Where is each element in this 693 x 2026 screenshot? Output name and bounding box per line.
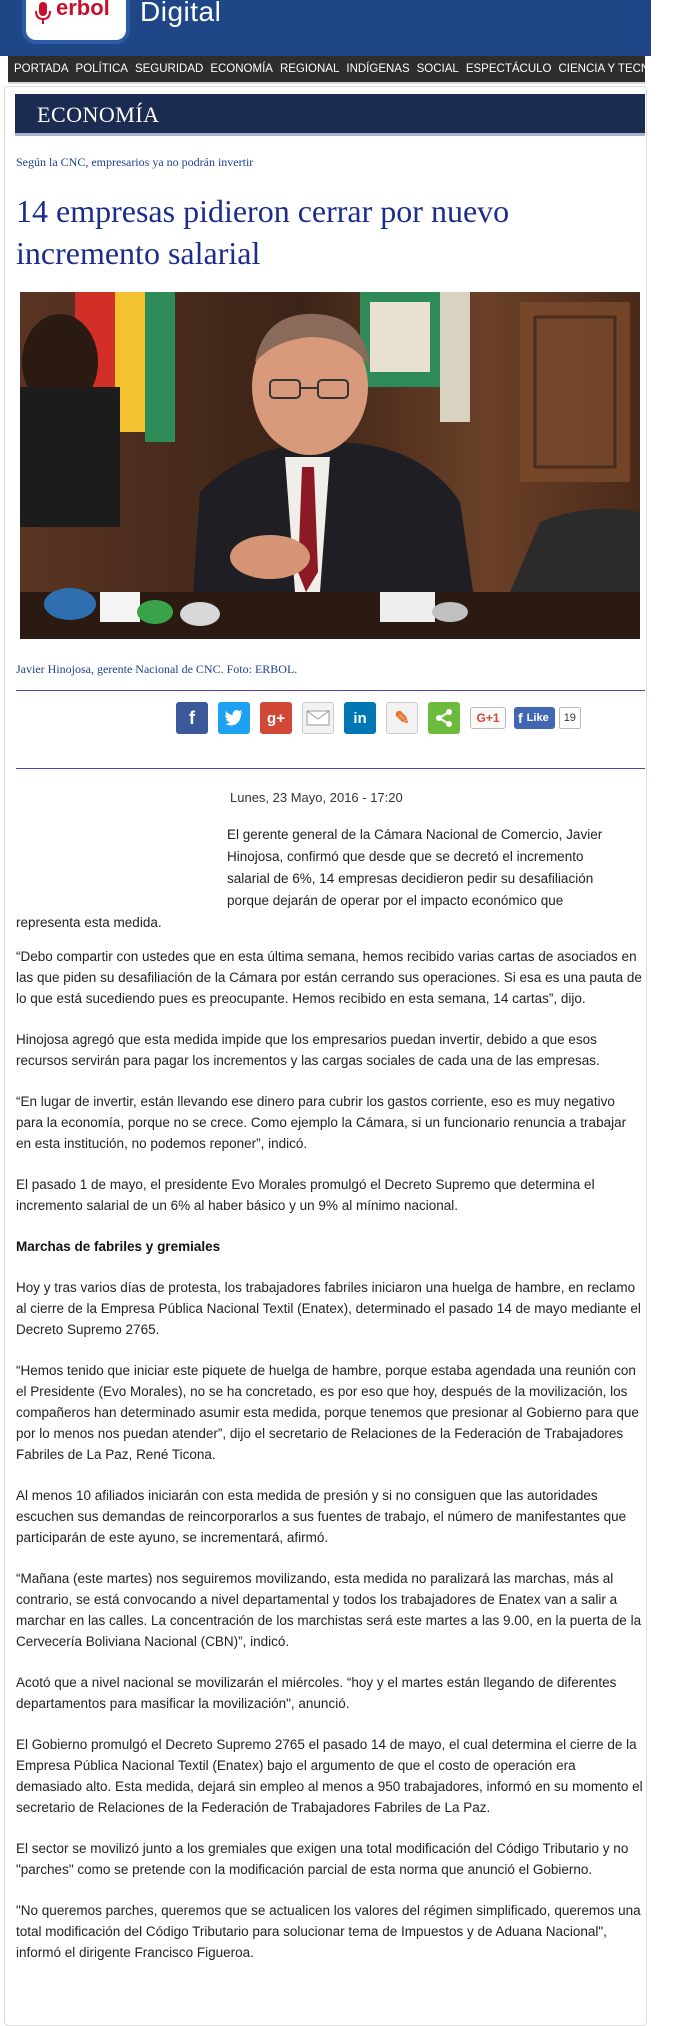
article-headline: 14 empresas pidieron cerrar por nuevo incremento salarial [16,193,510,271]
article-paragraph: “Hemos tenido que iniciar este piquete de huelga de hambre, porque estaba agendada una reunión con el Presidente (Evo Morales), no se ha concretado, es por eso que hoy, después de la movilización, los compañeros han determinado asumir esta medida, porque tenemos que presionar al Gobierno para que por lo menos nos puedan atender”, dijo el secretario de Relaciones de la Federación de Trabajadores Fabriles de La Paz, René Ticona. [16,1363,639,1462]
site-header [0,0,651,56]
gplus-one-button[interactable]: G+1 [470,707,506,729]
article-photo [20,292,640,639]
article-paragraph: El sector se movilizó junto a los gremiales que exigen una total modificación del Código Tributario y no "parches" como se pretende con la modificación parcial de esta norma que anunció el Gobierno. [16,1841,629,1877]
logo-subtitle: Digital [140,0,222,27]
article-paragraph: “En lugar de invertir, están llevando ese dinero para cubrir los gastos corriente, eso es muy negativo para la economía, porque no se crece. Como ejemplo la Cámara, si un funcionario renuncia a trabajar en esta institución, no podemos reponer”, indicó. [16,1094,627,1151]
lead-line: representa esta medida. [16,915,162,930]
article-body [16,946,644,1983]
article-paragraph: El Gobierno promulgó el Decreto Supremo 2765 el pasado 14 de mayo, el cual determina el cierre de la Empresa Pública Nacional Textil (Enatex) bajo el argumento de que el costo de operación era demasiado alto. Esta medida, dejará sin empleo al menos a 950 trabajadores, informó en su momento el secretario de Relaciones de la Federación de Trabajadores Fabriles de La Paz. [16,1737,643,1815]
nav-item-regional[interactable]: REGIONAL [279,63,340,75]
share-icon[interactable] [428,702,460,734]
like-count: 19 [559,707,581,729]
twitter-share-icon[interactable] [218,702,250,734]
nav-item-indigenas[interactable]: INDÍGENAS [346,63,410,75]
nav-item-politica[interactable]: POLÍTICA [75,63,128,75]
facebook-share-icon[interactable]: f [176,702,208,734]
article-paragraph: “Mañana (este martes) nos seguiremos movilizando, esta medida no paralizará las marchas, más al contrario, se está convocando a nivel departamental y todos los trabajadores de Enatex van a salir a marchar en las calles. La concentración de los marchistas será este martes a las 9.00, en la puerta de la Cervecería Boliviana Nacional (CBN)”, indicó. [16,1571,642,1649]
article-paragraph: Acotó que a nivel nacional se movilizarán el miércoles. “hoy y el martes están llegando de diferentes departamentos para masificar la movilización", anunció. [16,1675,617,1711]
section-title: ECONOMÍA [37,102,160,127]
lead-line: salarial de 6%, 14 empresas decidieron pedir su desafiliación [227,871,594,886]
nav-item-seguridad[interactable]: SEGURIDAD [134,63,204,75]
nav-item-portada[interactable]: PORTADA [14,63,69,75]
article-paragraph: “Debo compartir con ustedes que en esta última semana, hemos recibido varias cartas de asociados en las que piden su desafiliación de la Cámara por están cerrando sus operaciones. Si esa es una pauta de lo que está sucediendo pues es preocupante. Hemos recibido en esta semana, 14 cartas”, dijo. [16,949,642,1006]
site-logo[interactable] [22,0,130,44]
nav-item-social[interactable]: SOCIAL [416,63,459,75]
article-dateline: Lunes, 23 Mayo, 2016 - 17:20 [230,790,403,805]
lead-line: Hinojosa, confirmó que desde que se decretó el incremento [227,849,584,864]
nav-item-ciencia-tecnologia[interactable]: CIENCIA Y TECNOLOGÍA [558,63,693,75]
photo-illustration [20,292,640,639]
like-label: Like [526,712,549,724]
googleplus-share-icon[interactable]: g+ [260,702,292,734]
microphone-icon [34,0,52,26]
nav-item-economia[interactable]: ECONOMÍA [210,63,273,75]
article-paragraph: El pasado 1 de mayo, el presidente Evo Morales promulgó el Decreto Supremo que determina el incremento salarial de un 6% al haber básico y un 9% al mínimo nacional. [16,1177,595,1213]
linkedin-share-icon[interactable]: in [344,702,376,734]
article-paragraph: Hinojosa agregó que esta medida impide que los empresarios puedan invertir, debido a que esos recursos servirán para pagar los incrementos y las cargas sociales de cada una de las empresas. [16,1032,600,1068]
photo-caption[interactable]: Javier Hinojosa, gerente Nacional de CNC. Foto: ERBOL. [16,662,298,676]
divider-top [16,690,645,691]
email-share-icon[interactable] [302,702,334,734]
lead-line: porque dejarán de operar por el impacto económico que [227,893,564,908]
article-kicker[interactable]: Según la CNC, empresarios ya no podrán invertir [16,155,254,169]
facebook-icon: f [518,710,523,726]
lead-line: El gerente general de la Cámara Nacional de Comercio, Javier [227,827,603,842]
facebook-like-button[interactable] [514,707,555,729]
blogger-share-icon[interactable]: ✎ [386,702,418,734]
article-paragraph: Al menos 10 afiliados iniciarán con esta medida de presión y si no consiguen que las autoridades escuchen sus demandas de reincorporarlos a sus fuentes de trabajo, el número de manifestantes que participarán de este ayuno, se incrementará, afirmó. [16,1488,627,1545]
article-paragraph: "No queremos parches, queremos que se actualicen los valores del régimen simplificado, queremos una total modificación del Código Tributario para solucionar tema de Impuestos y de Aduana Nacional", informó el dirigente Francisco Figueroa. [16,1903,641,1960]
section-bar [15,94,645,136]
divider-bottom [16,768,645,769]
main-nav [8,56,693,84]
article-paragraph: Hoy y tras varios días de protesta, los trabajadores fabriles iniciaron una huelga de hambre, en reclamo al cierre de la Empresa Pública Nacional Textil (Enatex), determinado el pasado 14 de mayo mediante el Decreto Supremo 2765. [16,1280,641,1337]
nav-item-espectaculo[interactable]: ESPECTÁCULO [465,63,552,75]
logo-text: erbol [56,0,110,20]
article-subheading: Marchas de fabriles y gremiales [16,1239,221,1254]
article-lead [16,824,644,934]
share-bar [176,700,581,736]
